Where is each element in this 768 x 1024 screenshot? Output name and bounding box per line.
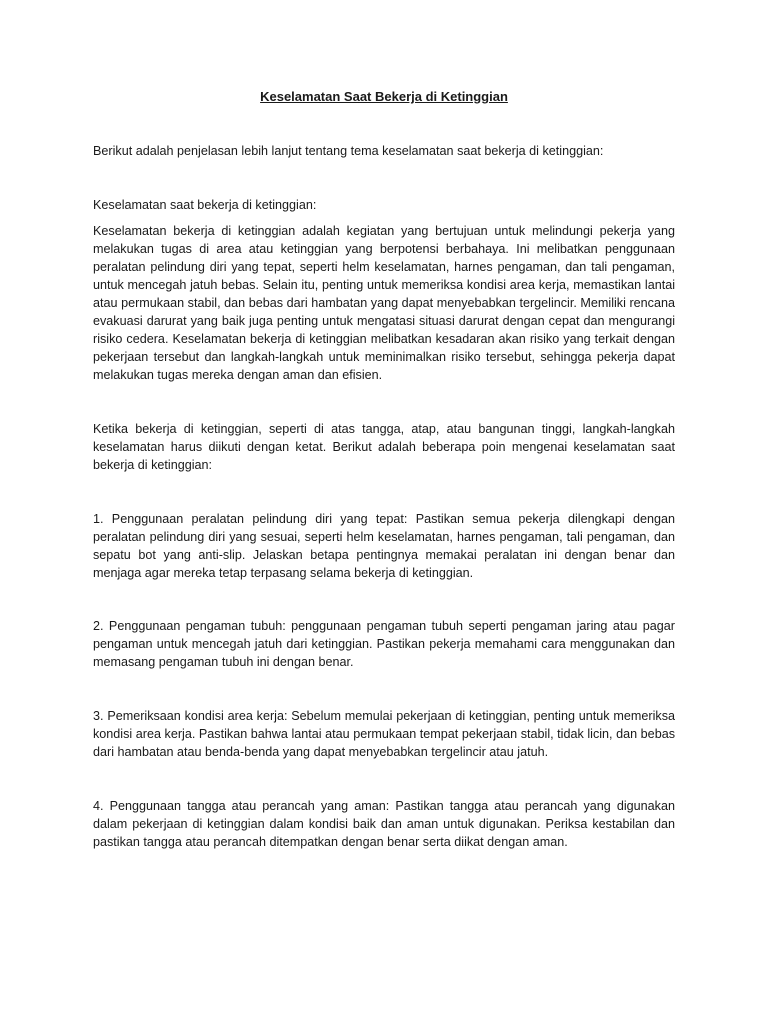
list-item: 1. Penggunaan peralatan pelindung diri yang tepat: Pastikan semua pekerja dilengkapi dengan peralatan pelindung diri yang sesuai, seperti helm keselamatan, harnes pengaman, tali pengaman, dan sepatu bot yang anti-slip. Jelaskan betapa pentingnya memakai peralatan ini dengan benar dan menjaga agar mereka tetap terpasang selama bekerja di ketinggian. — [93, 512, 675, 580]
list-item: 2. Penggunaan pengaman tubuh: penggunaan pengaman tubuh seperti pengaman jaring atau pagar pengaman untuk mencegah jatuh dari ketinggian. Pastikan pekerja memahami cara menggunakan dan memasang pengaman tubuh ini dengan benar. — [93, 619, 675, 669]
section-subheading: Keselamatan saat bekerja di ketinggian: — [93, 198, 317, 212]
body-paragraph-1: Keselamatan bekerja di ketinggian adalah kegiatan yang bertujuan untuk melindungi pekerja yang melakukan tugas di area atau ketinggian yang berpotensi berbahaya. Ini melibatkan penggunaan peralatan pelindung diri yang tepat, seperti helm keselamatan, harnes pengaman, dan tali pengaman, untuk mencegah jatuh bebas. Selain itu, penting untuk memeriksa kondisi area kerja, memastikan lantai atau permukaan stabil, dan bebas dari hambatan yang dapat menyebabkan tergelincir. Memiliki rencana evakuasi darurat yang baik juga penting untuk mengatasi situasi darurat dengan cepat dan mengurangi risiko cedera. Keselamatan bekerja di ketinggian melibatkan kesadaran akan risiko yang terkait dengan pekerjaan tersebut dan langkah-langkah untuk meminimalkan risiko tersebut, sehingga pekerja dapat melakukan tugas mereka dengan aman dan efisien. — [93, 224, 675, 382]
body-paragraph-2: Ketika bekerja di ketinggian, seperti di atas tangga, atap, atau bangunan tinggi, langkah-langkah keselamatan harus diikuti dengan ketat. Berikut adalah beberapa poin mengenai keselamatan saat bekerja di ketinggian: — [93, 422, 675, 472]
list-item: 4. Penggunaan tangga atau perancah yang aman: Pastikan tangga atau perancah yang digunakan dalam pekerjaan di ketinggian dalam kondisi baik dan aman untuk digunakan. Periksa kestabilan dan pastikan tangga atau perancah ditempatkan dengan benar serta diikat dengan aman. — [93, 799, 675, 849]
list-item: 3. Pemeriksaan kondisi area kerja: Sebelum memulai pekerjaan di ketinggian, penting untuk memeriksa kondisi area kerja. Pastikan bahwa lantai atau permukaan tempat pekerjaan stabil, tidak licin, dan bebas dari hambatan atau benda-benda yang dapat menyebabkan tergelincir atau jatuh. — [93, 709, 675, 759]
intro-paragraph: Berikut adalah penjelasan lebih lanjut tentang tema keselamatan saat bekerja di ketinggian: — [93, 144, 604, 158]
document-title: Keselamatan Saat Bekerja di Ketinggian — [260, 89, 508, 104]
